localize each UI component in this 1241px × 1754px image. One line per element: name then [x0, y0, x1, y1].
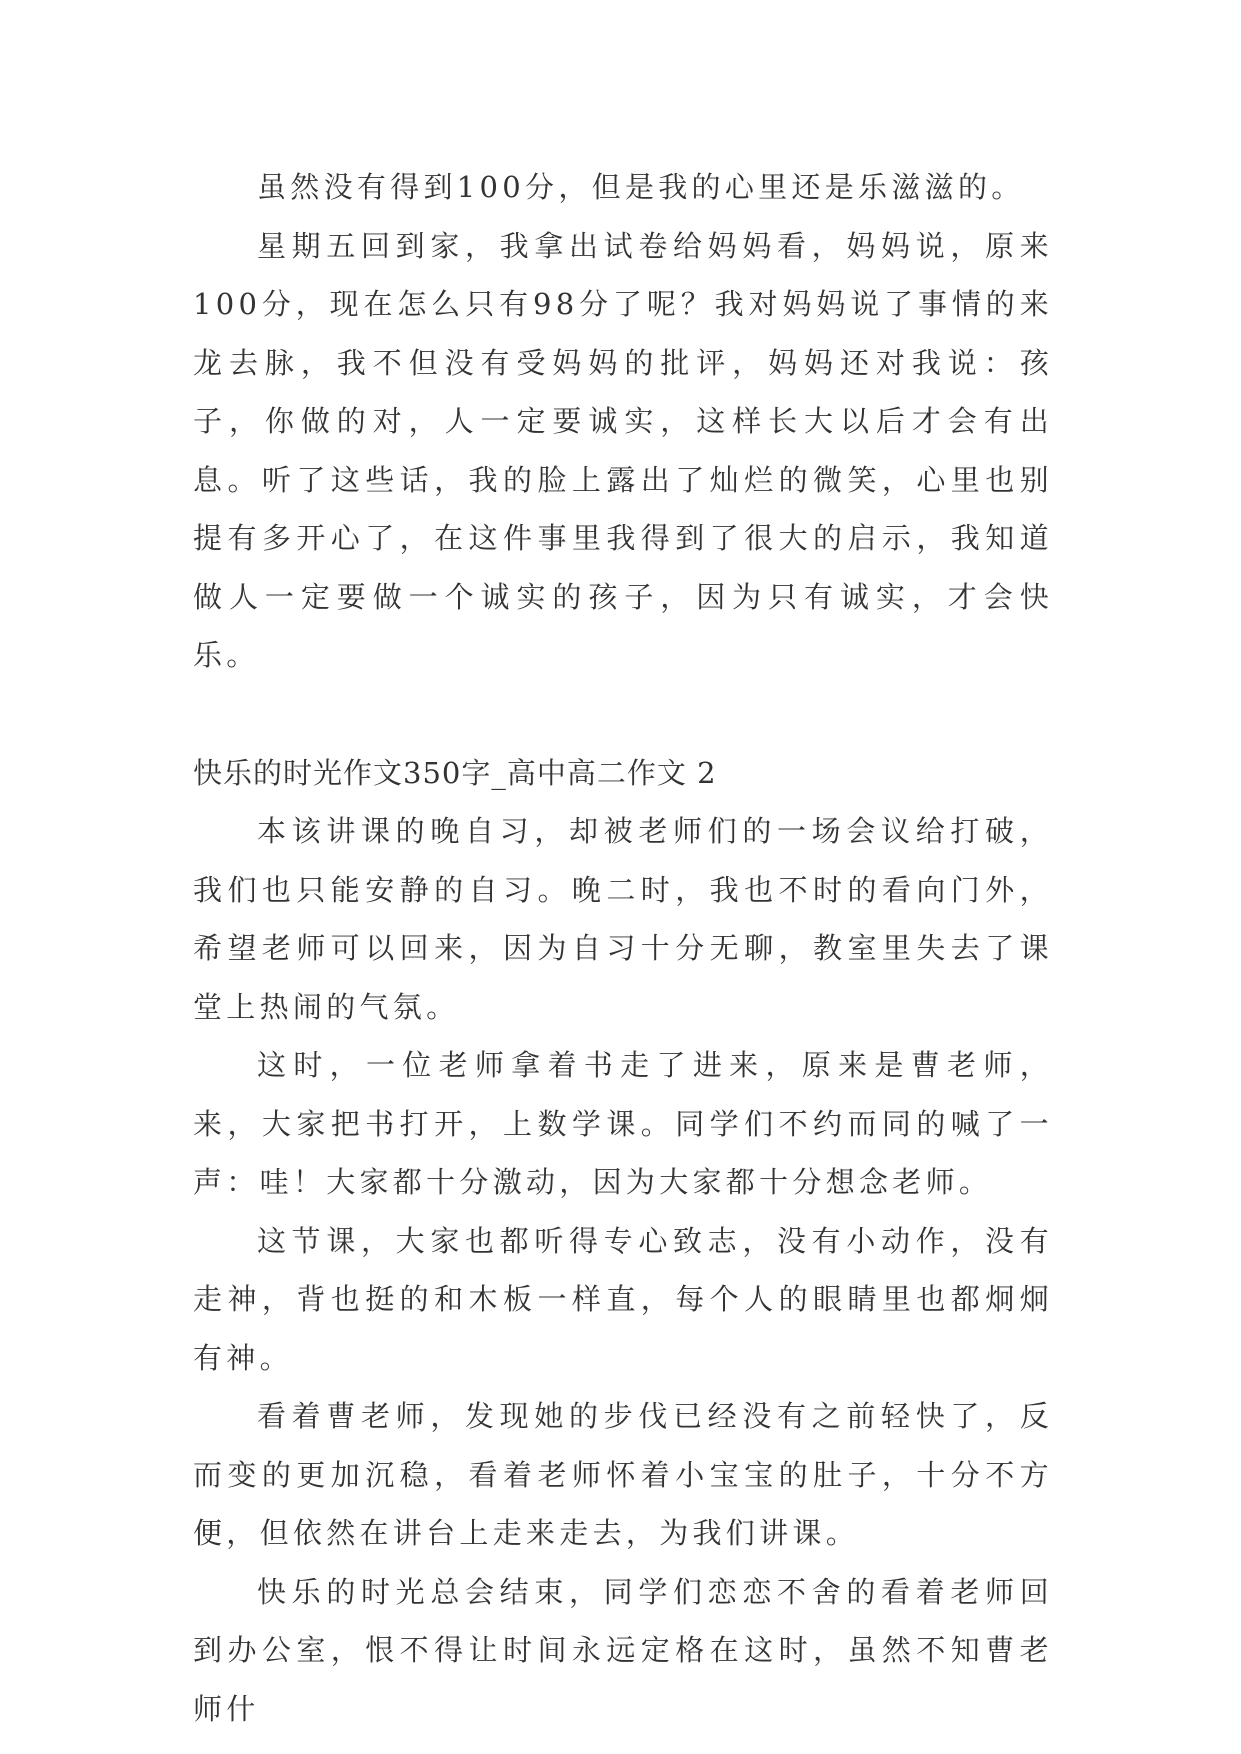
document-body [193, 158, 1053, 1738]
section-heading: 快乐的时光作文350字_高中高二作文 2 [193, 755, 717, 790]
paragraph: 虽然没有得到100分，但是我的心里还是乐滋滋的。 [257, 170, 1025, 204]
paragraph: 这时，一位老师拿着书走了进来，原来是曹老师，来，大家把书打开，上数学课。同学们不约而同的喊了一声：哇！大家都十分激动，因为大家都十分想念老师。 [193, 1048, 1053, 1199]
paragraph: 看着曹老师，发现她的步伐已经没有之前轻快了，反而变的更加沉稳，看着老师怀着小宝宝的肚子，十分不方便，但依然在讲台上走来走去，为我们讲课。 [193, 1399, 1053, 1550]
section-gap [193, 685, 1053, 744]
paragraph: 本该讲课的晚自习，却被老师们的一场会议给打破，我们也只能安静的自习。晚二时，我也不时的看向门外，希望老师可以回来，因为自习十分无聊，教室里失去了课堂上热闹的气氛。 [193, 814, 1053, 1024]
paragraph: 这节课，大家也都听得专心致志，没有小动作，没有走神，背也挺的和木板一样直，每个人的眼睛里也都炯炯有神。 [193, 1223, 1053, 1375]
paragraph: 星期五回到家，我拿出试卷给妈妈看，妈妈说，原来100分，现在怎么只有98分了呢？我对妈妈说了事情的来龙去脉，我不但没有受妈妈的批评，妈妈还对我说：孩子，你做的对，人一定要诚实，这样长大以后才会有出息。听了这些话，我的脸上露出了灿烂的微笑，心里也别提有多开心了，在这件事里我得到了很大的启示，我知道做人一定要做一个诚实的孩子，因为只有诚实，才会快乐。 [193, 228, 1053, 672]
paragraph: 快乐的时光总会结束，同学们恋恋不舍的看着老师回到办公室，恨不得让时间永远定格在这时，虽然不知曹老师什 [193, 1574, 1053, 1726]
